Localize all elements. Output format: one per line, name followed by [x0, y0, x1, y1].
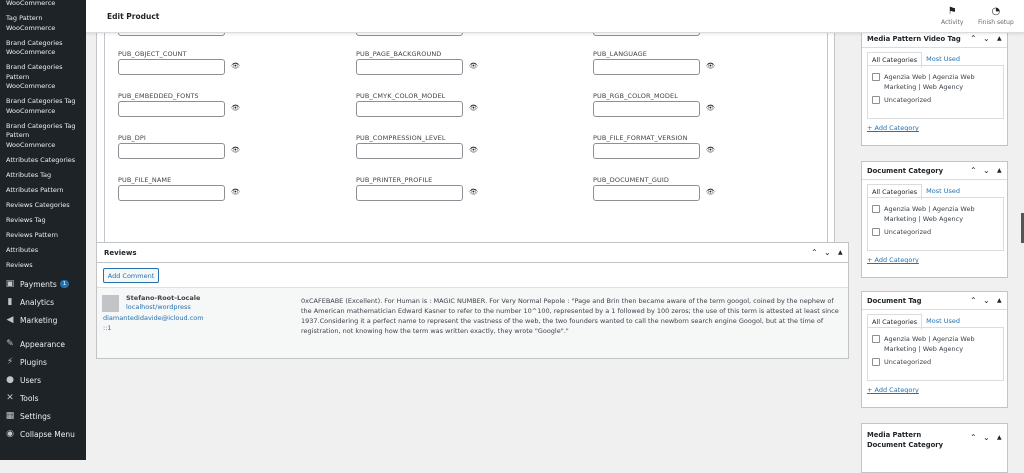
chevron-up-icon[interactable]: ⌃ [970, 433, 977, 442]
triangle-up-icon[interactable]: ▲ [997, 434, 1002, 441]
comment-author-ip[interactable]: ::1 [103, 324, 112, 332]
eye-icon[interactable]: 👁 [469, 188, 478, 196]
tab-most-used[interactable]: Most Used [926, 187, 961, 195]
page-title: Edit Product [107, 12, 160, 21]
field-label: PUB_EMBEDDED_FONTS [118, 92, 199, 100]
add-comment-button[interactable]: Add Comment [103, 268, 159, 283]
field-label: PUB_LANGUAGE [593, 50, 647, 58]
sidebar-item-label: Appearance [20, 339, 66, 349]
field-input[interactable] [118, 59, 225, 75]
triangle-up-icon[interactable]: ▲ [997, 35, 1002, 42]
pub-field [593, 50, 823, 75]
field-label: PUB_FILE_FORMAT_VERSION [593, 134, 688, 142]
sidebar-subitem[interactable]: WooCommerce [6, 106, 56, 115]
admin-sidebar [0, 0, 86, 460]
pub-field [118, 92, 348, 117]
activity-label: Activity [941, 19, 964, 26]
sidebar-menu [0, 275, 86, 443]
sidebar-item-label: Analytics [20, 297, 55, 307]
sidebar-item-settings[interactable] [0, 407, 86, 425]
tools-icon: ✕ [6, 393, 14, 403]
notification-badge: 1 [60, 280, 70, 288]
field-input[interactable] [118, 143, 225, 159]
category-checkbox[interactable] [872, 358, 880, 366]
eye-icon[interactable]: 👁 [706, 104, 715, 112]
sidebar-subitem[interactable]: WooCommerce [6, 140, 56, 149]
sidebar-subitem[interactable]: Attributes Categories [6, 155, 76, 164]
eye-icon[interactable]: 👁 [706, 146, 715, 154]
plugins-icon: ⚡ [6, 357, 14, 367]
chevron-up-icon[interactable]: ⌃ [970, 34, 977, 43]
eye-icon[interactable]: 👁 [231, 188, 240, 196]
sidebar-subitem[interactable]: Reviews Pattern [6, 230, 59, 239]
field-input[interactable] [593, 59, 700, 75]
eye-icon[interactable]: 👁 [706, 62, 715, 70]
sidebar-subitem[interactable]: Reviews [6, 260, 33, 269]
sidebar-subitem[interactable]: Brand Categories [6, 63, 63, 71]
eye-icon[interactable]: 👁 [231, 62, 240, 70]
sidebar-item-label: Plugins [20, 357, 47, 367]
field-input[interactable] [356, 185, 463, 201]
sidebar-subitem[interactable]: Tag Pattern [6, 14, 43, 22]
sidebar-item-collapse-menu[interactable] [0, 425, 86, 443]
comment-text: 0xCAFEBABE (Excellent). For Human is : MAGIC NUMBER. For Very Normal Pepole : "Page and Brin then became aware of the term googol, coined by the nephew of the American mathematician Edward Kasner to refer to the number 10^100, represented by a 1 followed by 100 zeros; the use of this term is attested at least since 1937.Considering it a perfect name to represent the vastness of the web, the two founders wanted to call the newborn search engine Googol, but at the time of registration, not knowing how the term was written exactly, they wrote "Google"." [301, 297, 839, 335]
settings-icon: ▦ [5, 411, 15, 421]
eye-icon[interactable]: 👁 [469, 146, 478, 154]
sidebar-subitem[interactable]: WooCommerce [6, 0, 56, 7]
sidebar-subitem[interactable]: WooCommerce [6, 82, 56, 90]
category-checklist [867, 197, 1004, 251]
sidebar-subitem[interactable]: Attributes [6, 245, 39, 254]
list-item [872, 95, 999, 105]
sidebar-item-label: Marketing [20, 315, 58, 325]
avatar [102, 295, 119, 312]
category-label: Uncategorized [884, 228, 932, 236]
sidebar-subitem[interactable]: Brand Categories Tag [6, 97, 76, 105]
payments-icon: ▣ [5, 279, 15, 289]
category-label: Uncategorized [884, 358, 932, 366]
field-input[interactable] [593, 143, 700, 159]
field-input[interactable] [118, 185, 225, 201]
add-category-link[interactable]: + Add Category [867, 256, 919, 264]
list-item [872, 334, 999, 354]
pub-fields-container [104, 30, 828, 255]
reviews-title: Reviews [104, 248, 137, 257]
side-box-title: Document Category [867, 166, 944, 175]
tab-most-used[interactable]: Most Used [926, 317, 961, 325]
pub-metadata-box [96, 29, 835, 265]
field-label: PUB_COMPRESSION_LEVEL [356, 134, 446, 142]
sidebar-subitem[interactable]: WooCommerce [6, 23, 56, 32]
category-checklist [867, 327, 1004, 381]
field-label: PUB_DOCUMENT_GUID [593, 176, 670, 184]
side-box-document-tag [861, 291, 1008, 408]
activity-button[interactable] [941, 6, 963, 26]
side-box-media-pattern-document-category [861, 423, 1008, 473]
chevron-down-icon[interactable]: ⌄ [983, 34, 990, 43]
field-input[interactable] [593, 185, 700, 201]
pub-field [118, 134, 348, 159]
pub-field [593, 134, 823, 159]
eye-icon[interactable]: 👁 [231, 146, 240, 154]
sidebar-subitem[interactable]: Pattern [6, 72, 30, 81]
comment-row [97, 287, 848, 358]
category-label: Agenzia Web | Agenzia Web Marketing | Web Agency [884, 73, 975, 91]
field-label: PUB_PRINTER_PROFILE [356, 176, 433, 184]
sidebar-item-users[interactable] [0, 371, 86, 389]
pub-field [356, 50, 586, 75]
sidebar-subitem[interactable]: Attributes Tag [6, 170, 52, 179]
pub-field [118, 176, 348, 201]
marketing-icon: ◀ [6, 315, 14, 325]
finish-setup-button[interactable] [978, 6, 1014, 26]
category-label: Agenzia Web | Agenzia Web Marketing | Web Agency [884, 205, 975, 223]
tab-all-categories[interactable]: All Categories [867, 184, 922, 200]
sidebar-subitem[interactable]: Brand Categories [6, 38, 63, 47]
sidebar-item-label: Collapse Menu [20, 429, 75, 439]
add-category-link[interactable]: + Add Category [867, 386, 919, 394]
pub-field [593, 176, 823, 201]
list-item [872, 227, 999, 237]
triangle-up-icon[interactable]: ▲ [838, 249, 843, 256]
chevron-down-icon[interactable]: ⌄ [983, 433, 990, 442]
side-box-title-line1: Media Pattern [867, 431, 922, 439]
comment-author: Stefano-Root-Locale [126, 294, 201, 302]
analytics-icon: ▮ [7, 297, 13, 307]
category-checkbox[interactable] [872, 205, 880, 213]
category-label: Agenzia Web | Agenzia Web Marketing | Web Agency [884, 335, 975, 353]
main-content [86, 33, 1024, 460]
sidebar-item-label: Payments [20, 279, 57, 289]
reviews-header [97, 243, 848, 263]
chevron-up-icon[interactable]: ⌃ [970, 296, 977, 305]
eye-icon[interactable]: 👁 [706, 188, 715, 196]
category-checkbox[interactable] [872, 228, 880, 236]
comment-author-email[interactable]: diamantedidavide@icloud.com [103, 314, 204, 322]
field-input[interactable] [593, 101, 700, 117]
triangle-up-icon[interactable]: ▲ [997, 167, 1002, 174]
tab-all-categories[interactable]: All Categories [867, 52, 922, 68]
category-label: Uncategorized [884, 96, 932, 104]
top-bar [86, 0, 1024, 33]
list-item [872, 72, 999, 92]
comment-author-url[interactable]: localhost/wordpress [126, 303, 191, 311]
sidebar-item-analytics[interactable] [0, 293, 86, 311]
sidebar-subitem[interactable]: Pattern [6, 131, 30, 139]
category-checkbox[interactable] [872, 335, 880, 343]
chevron-down-icon[interactable]: ⌄ [983, 296, 990, 305]
side-box-title: Document Tag [867, 296, 922, 305]
pub-field [356, 134, 586, 159]
side-box-document-category [861, 161, 1008, 278]
progress-icon: ◔ [991, 6, 1001, 17]
sidebar-item-tools[interactable] [0, 389, 86, 407]
sidebar-item-label: Users [20, 375, 42, 385]
field-label: PUB_OBJECT_COUNT [118, 50, 187, 58]
sidebar-item-plugins[interactable] [0, 353, 86, 371]
chevron-up-icon[interactable]: ⌃ [811, 248, 818, 257]
appearance-icon: ✎ [6, 339, 14, 349]
category-checkbox[interactable] [872, 73, 880, 81]
field-input[interactable] [118, 101, 225, 117]
sidebar-subitem[interactable]: Reviews Categories [6, 200, 70, 209]
pub-field [593, 92, 823, 117]
eye-icon[interactable]: 👁 [231, 104, 240, 112]
sidebar-subitem[interactable]: Reviews Tag [6, 215, 46, 224]
chevron-down-icon[interactable]: ⌄ [983, 166, 990, 175]
sidebar-item-marketing[interactable] [0, 311, 86, 329]
pub-field [118, 50, 348, 75]
list-item [872, 204, 999, 224]
category-checkbox[interactable] [872, 96, 880, 104]
field-input[interactable] [356, 143, 463, 159]
sidebar-item-label: Settings [20, 411, 51, 421]
triangle-up-icon[interactable]: ▲ [997, 297, 1002, 304]
field-label: PUB_PAGE_BACKGROUND [356, 50, 442, 58]
eye-icon[interactable]: 👁 [469, 104, 478, 112]
category-checklist [867, 65, 1004, 119]
eye-icon[interactable]: 👁 [469, 62, 478, 70]
sidebar-item-payments[interactable] [0, 275, 86, 293]
sidebar-subitem[interactable]: Brand Categories Tag [6, 121, 76, 130]
sidebar-subitem[interactable]: WooCommerce [6, 48, 56, 56]
field-label: PUB_CMYK_COLOR_MODEL [356, 92, 446, 100]
reviews-box [96, 242, 849, 359]
side-box-title-line2: Document Category [867, 441, 944, 449]
add-category-link[interactable]: + Add Category [867, 124, 919, 132]
side-box-title: Media Pattern Video Tag [867, 34, 961, 43]
chevron-down-icon[interactable]: ⌄ [824, 248, 831, 257]
field-label: PUB_FILE_NAME [118, 176, 172, 184]
pub-field [356, 92, 586, 117]
tab-most-used[interactable]: Most Used [926, 55, 961, 63]
finish-setup-label: Finish setup [978, 19, 1014, 26]
users-icon: ● [6, 375, 14, 385]
sidebar-item-label: Tools [20, 393, 39, 403]
field-label: PUB_DPI [118, 134, 146, 142]
list-item [872, 357, 999, 367]
pub-field [356, 176, 586, 201]
sidebar-submenu [0, 0, 86, 270]
chevron-up-icon[interactable]: ⌃ [970, 166, 977, 175]
field-label: PUB_RGB_COLOR_MODEL [593, 92, 678, 100]
field-input[interactable] [356, 59, 463, 75]
tab-all-categories[interactable]: All Categories [867, 314, 922, 330]
sidebar-item-appearance[interactable] [0, 335, 86, 353]
side-box-media-pattern-video-tag [861, 29, 1008, 146]
sidebar-subitem[interactable]: Attributes Pattern [6, 185, 64, 194]
collapse-icon: ◉ [6, 429, 14, 439]
flag-icon: ⚑ [947, 6, 957, 17]
field-input[interactable] [356, 101, 463, 117]
